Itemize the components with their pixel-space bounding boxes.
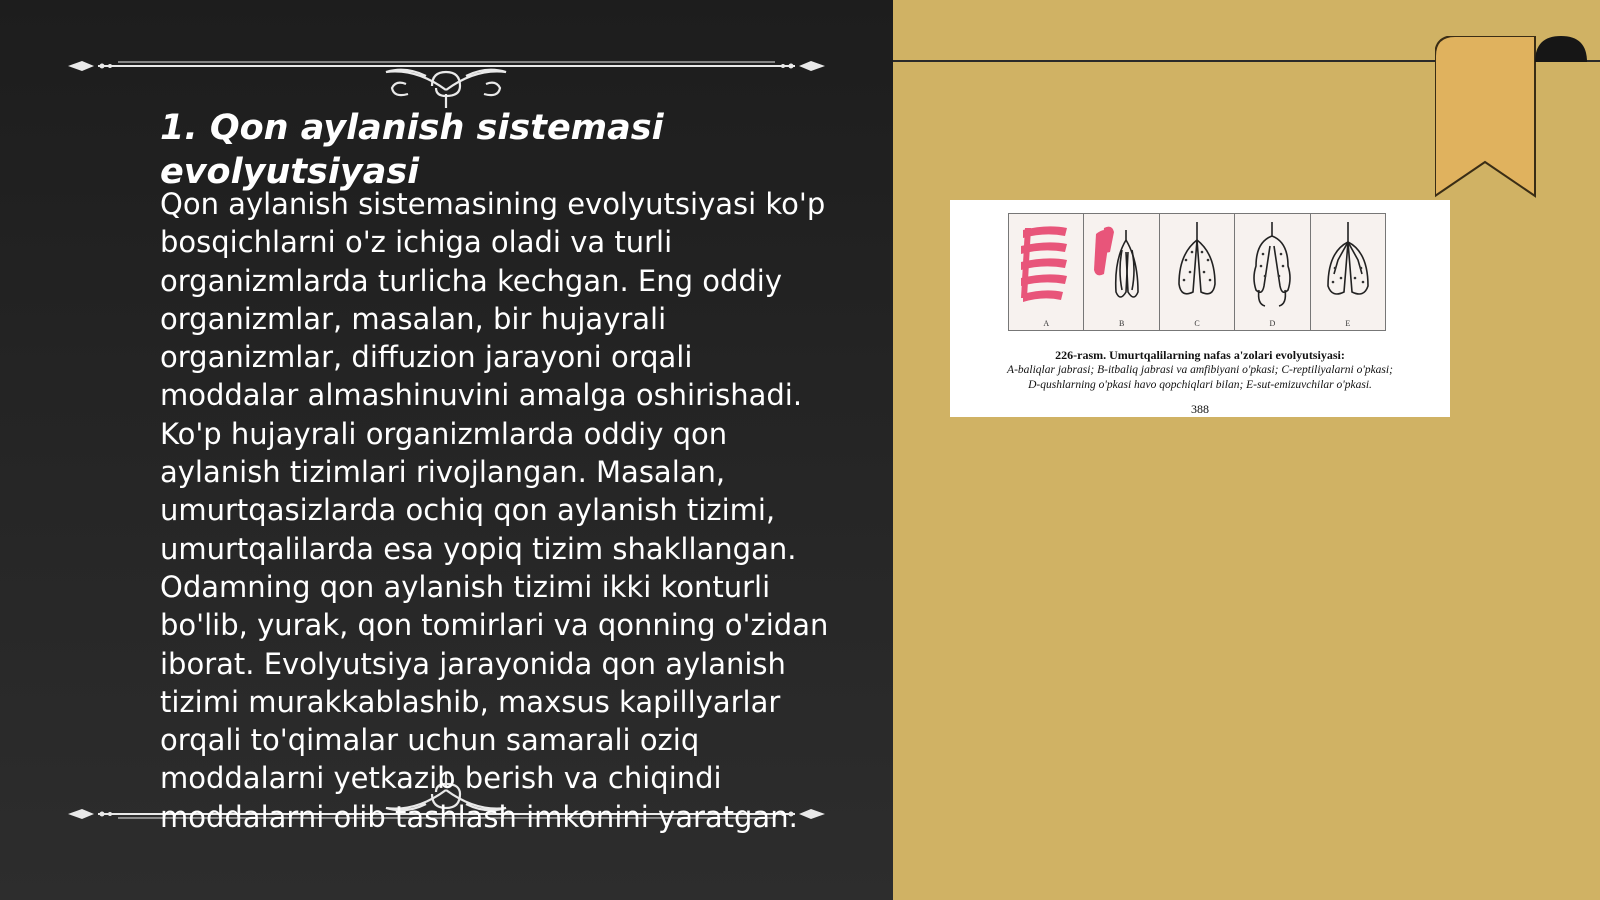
panel-letter-c: C xyxy=(1194,319,1200,328)
corner-curl-icon xyxy=(1535,36,1587,62)
figure-panels xyxy=(1008,213,1386,331)
reptile-lung-illustration xyxy=(1166,220,1229,312)
figure-caption-line-2: D-qushlarning o'pkasi havo qopchiqlari bilan; E-sut-emizuvchilar o'pkasi. xyxy=(1028,379,1372,391)
figure-page-number: 388 xyxy=(1191,402,1209,416)
lungfish-gill-lung-illustration xyxy=(1090,220,1153,312)
figure-caption xyxy=(958,348,1442,393)
figure-caption-title: 226-rasm. Umurtqalilarning nafas a'zolari evolyutsiyasi: xyxy=(1055,348,1345,362)
slide-title: 1. Qon aylanish sistemasi evolyutsiyasi xyxy=(160,108,664,192)
figure-panel-b xyxy=(1084,214,1159,330)
slide-body-text: Qon aylanish sistemasining evolyutsiyasi ko'p bosqichlarni o'z ichiga oladi va turli organizmlarda turlicha kechgan. Eng oddiy organizmlar, masalan, bir hujayrali organizmlar, diffuzion jarayoni orqali moddalar almashinuvini amalga oshirishadi. Ko'p hujayrali organizmlarda oddiy qon aylanish tizimlari rivojlangan. Masalan, umurtqasizlarda ochiq qon aylanish tizimi, umurtqalilarda esa yopiq tizim shakllangan. Odamning qon aylanish tizimi ikki konturli bo'lib, yurak, qon tomirlari va qonning o'zidan iborat. Evolyutsiya jarayonida qon aylanish tizimi murakkablashib, maxsus kapillyarlar orqali to'qimalar uchun samarali oziq moddalarni yetkazib berish va chiqindi moddalarni olib tashlash imkonini yaratgan. xyxy=(160,187,829,834)
figure-panel-e xyxy=(1311,214,1385,330)
lung-evolution-figure xyxy=(950,200,1450,417)
fish-gill-illustration xyxy=(1015,220,1078,312)
bird-lung-illustration xyxy=(1241,220,1304,312)
panel-letter-e: E xyxy=(1345,319,1351,328)
figure-panel-c xyxy=(1160,214,1235,330)
figure-panel-a xyxy=(1009,214,1084,330)
figure-panel-d xyxy=(1235,214,1310,330)
panel-letter-d: D xyxy=(1269,319,1276,328)
figure-caption-line-1: A-baliqlar jabrasi; B-itbaliq jabrasi va amfibiyani o'pkasi; C-reptiliyalarni o'pkasi; xyxy=(1007,364,1393,376)
mammal-lung-illustration xyxy=(1317,220,1380,312)
panel-letter-b: B xyxy=(1118,319,1125,328)
flourish-divider-icon xyxy=(68,50,825,110)
panel-letter-a: A xyxy=(1043,319,1050,328)
bookmark-ribbon-icon xyxy=(1435,36,1540,198)
